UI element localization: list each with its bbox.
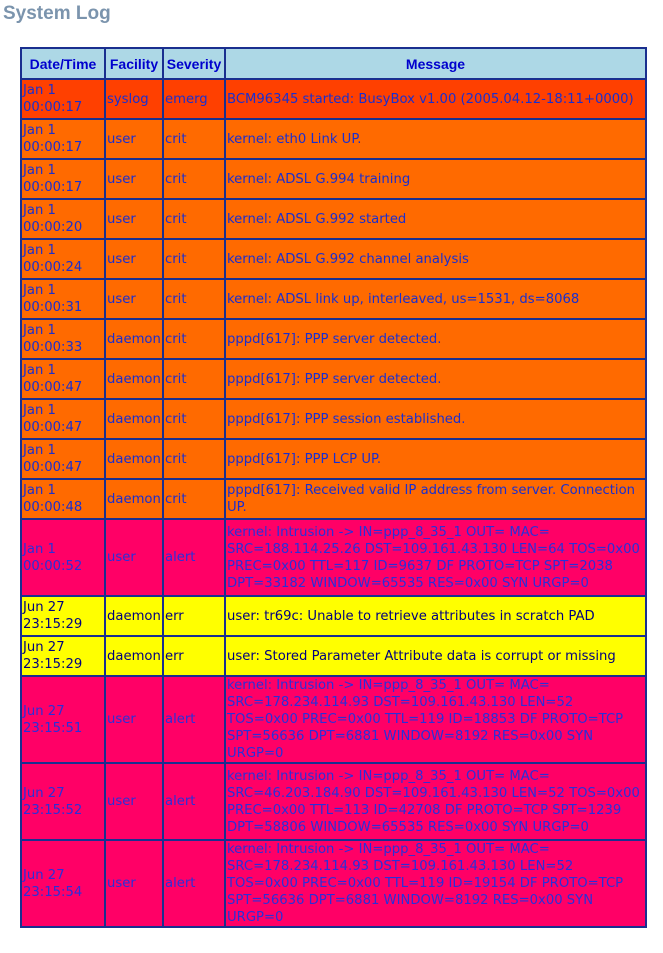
cell-datetime [21, 636, 105, 676]
cell-message: kernel: ADSL G.992 started [225, 199, 646, 239]
table-row [21, 763, 646, 840]
log-date: Jun 27 [23, 867, 65, 883]
system-log-table [20, 47, 647, 928]
page-title: System Log [3, 3, 111, 24]
cell-severity: crit [163, 359, 225, 399]
cell-message: kernel: ADSL link up, interleaved, us=1531, ds=8068 [225, 279, 646, 319]
log-time: 00:00:17 [23, 180, 83, 195]
table-row [21, 676, 646, 763]
cell-message: kernel: Intrusion -> IN=ppp_8_35_1 OUT= MAC= SRC=178.234.114.93 DST=109.161.43.130 LEN=52 TOS=0x00 PREC=0x00 TTL=119 ID=18853 DF PROTO=TCP SPT=56636 DPT=6881 WINDOW=8192 RES=0x00 SYN URGP=0 [225, 676, 646, 763]
log-time: 00:00:47 [23, 380, 83, 395]
table-row [21, 79, 646, 119]
table-header-row [21, 48, 646, 79]
log-date: Jan 1 [23, 403, 56, 418]
cell-message: user: tr69c: Unable to retrieve attributes in scratch PAD [225, 596, 646, 636]
cell-facility: user [105, 676, 163, 763]
log-time: 00:00:31 [23, 300, 83, 315]
cell-facility: user [105, 159, 163, 199]
log-time: 23:15:29 [23, 617, 83, 632]
table-row [21, 636, 646, 676]
column-header-facility: Facility [105, 48, 163, 79]
table-row [21, 319, 646, 359]
cell-severity: crit [163, 399, 225, 439]
cell-message: kernel: ADSL G.994 training [225, 159, 646, 199]
cell-severity: crit [163, 199, 225, 239]
table-row [21, 279, 646, 319]
log-date: Jan 1 [23, 483, 56, 498]
cell-datetime [21, 239, 105, 279]
cell-facility: user [105, 199, 163, 239]
cell-datetime [21, 399, 105, 439]
log-table-body [21, 79, 646, 927]
table-row [21, 596, 646, 636]
cell-datetime [21, 596, 105, 636]
log-time: 00:00:20 [23, 220, 83, 235]
log-date: Jun 27 [23, 703, 65, 719]
log-date: Jun 27 [23, 600, 65, 615]
cell-severity: crit [163, 119, 225, 159]
cell-severity: crit [163, 279, 225, 319]
log-date: Jun 27 [23, 785, 65, 801]
log-date: Jan 1 [23, 243, 56, 258]
cell-datetime [21, 763, 105, 840]
log-time: 00:00:48 [23, 500, 83, 515]
log-date: Jan 1 [23, 83, 56, 98]
cell-message: kernel: Intrusion -> IN=ppp_8_35_1 OUT= MAC= SRC=178.234.114.93 DST=109.161.43.130 LEN=52 TOS=0x00 PREC=0x00 TTL=119 ID=19154 DF PROTO=TCP SPT=56636 DPT=6881 WINDOW=8192 RES=0x00 SYN URGP=0 [225, 840, 646, 927]
cell-severity: crit [163, 479, 225, 519]
cell-severity: emerg [163, 79, 225, 119]
column-header-severity: Severity [163, 48, 225, 79]
cell-facility: daemon [105, 319, 163, 359]
log-date: Jan 1 [23, 123, 56, 138]
cell-severity: alert [163, 840, 225, 927]
table-row [21, 239, 646, 279]
cell-facility: daemon [105, 636, 163, 676]
table-row [21, 479, 646, 519]
log-date: Jan 1 [23, 541, 56, 557]
table-row [21, 840, 646, 927]
log-date: Jan 1 [23, 323, 56, 338]
log-date: Jan 1 [23, 283, 56, 298]
cell-facility: user [105, 119, 163, 159]
cell-facility: daemon [105, 399, 163, 439]
column-header-message: Message [225, 48, 646, 79]
cell-message: kernel: ADSL G.992 channel analysis [225, 239, 646, 279]
table-row [21, 119, 646, 159]
log-date: Jan 1 [23, 363, 56, 378]
log-time: 23:15:51 [23, 720, 83, 736]
log-time: 23:15:54 [23, 884, 83, 900]
cell-facility: user [105, 840, 163, 927]
log-time: 00:00:47 [23, 420, 83, 435]
cell-datetime [21, 439, 105, 479]
cell-facility: daemon [105, 479, 163, 519]
cell-datetime [21, 279, 105, 319]
log-time: 00:00:24 [23, 260, 83, 275]
cell-facility: daemon [105, 596, 163, 636]
cell-severity: crit [163, 159, 225, 199]
log-time: 00:00:33 [23, 340, 83, 355]
cell-datetime [21, 199, 105, 239]
cell-facility: user [105, 239, 163, 279]
log-time: 00:00:17 [23, 100, 83, 115]
log-time: 00:00:47 [23, 460, 83, 475]
log-time: 23:15:52 [23, 802, 83, 818]
cell-datetime [21, 359, 105, 399]
cell-facility: daemon [105, 439, 163, 479]
cell-severity: alert [163, 519, 225, 596]
cell-datetime [21, 119, 105, 159]
cell-severity: err [163, 636, 225, 676]
log-time: 00:00:17 [23, 140, 83, 155]
table-row [21, 519, 646, 596]
table-row [21, 399, 646, 439]
cell-severity: err [163, 596, 225, 636]
log-time: 00:00:52 [23, 558, 83, 574]
cell-datetime [21, 319, 105, 359]
cell-facility: user [105, 519, 163, 596]
cell-message: kernel: Intrusion -> IN=ppp_8_35_1 OUT= MAC= SRC=46.203.184.90 DST=109.161.43.130 LEN=52 TOS=0x00 PREC=0x00 TTL=113 ID=42708 DF PROTO=TCP SPT=1239 DPT=58806 WINDOW=65535 RES=0x00 SYN URGP=0 [225, 763, 646, 840]
cell-facility: syslog [105, 79, 163, 119]
cell-datetime [21, 159, 105, 199]
cell-severity: alert [163, 676, 225, 763]
cell-severity: alert [163, 763, 225, 840]
log-date: Jan 1 [23, 443, 56, 458]
cell-message: kernel: Intrusion -> IN=ppp_8_35_1 OUT= MAC= SRC=188.114.25.26 DST=109.161.43.130 LEN=64 TOS=0x00 PREC=0x00 TTL=117 ID=9637 DF PROTO=TCP SPT=2038 DPT=33182 WINDOW=65535 RES=0x00 SYN URGP=0 [225, 519, 646, 596]
cell-severity: crit [163, 319, 225, 359]
table-row [21, 159, 646, 199]
column-header-datetime: Date/Time [21, 48, 105, 79]
cell-facility: user [105, 279, 163, 319]
cell-message: pppd[617]: PPP server detected. [225, 359, 646, 399]
log-date: Jun 27 [23, 640, 65, 655]
cell-severity: crit [163, 439, 225, 479]
cell-message: pppd[617]: PPP LCP UP. [225, 439, 646, 479]
cell-message: user: Stored Parameter Attribute data is corrupt or missing [225, 636, 646, 676]
log-date: Jan 1 [23, 163, 56, 178]
cell-datetime [21, 840, 105, 927]
cell-datetime [21, 479, 105, 519]
cell-message: BCM96345 started: BusyBox v1.00 (2005.04.12-18:11+0000) [225, 79, 646, 119]
cell-datetime [21, 676, 105, 763]
cell-facility: user [105, 763, 163, 840]
cell-message: pppd[617]: Received valid IP address from server. Connection UP. [225, 479, 646, 519]
table-row [21, 439, 646, 479]
cell-datetime [21, 519, 105, 596]
table-row [21, 199, 646, 239]
cell-facility: daemon [105, 359, 163, 399]
log-time: 23:15:29 [23, 657, 83, 672]
cell-message: pppd[617]: PPP session established. [225, 399, 646, 439]
cell-severity: crit [163, 239, 225, 279]
cell-datetime [21, 79, 105, 119]
log-date: Jan 1 [23, 203, 56, 218]
cell-message: kernel: eth0 Link UP. [225, 119, 646, 159]
table-row [21, 359, 646, 399]
cell-message: pppd[617]: PPP server detected. [225, 319, 646, 359]
